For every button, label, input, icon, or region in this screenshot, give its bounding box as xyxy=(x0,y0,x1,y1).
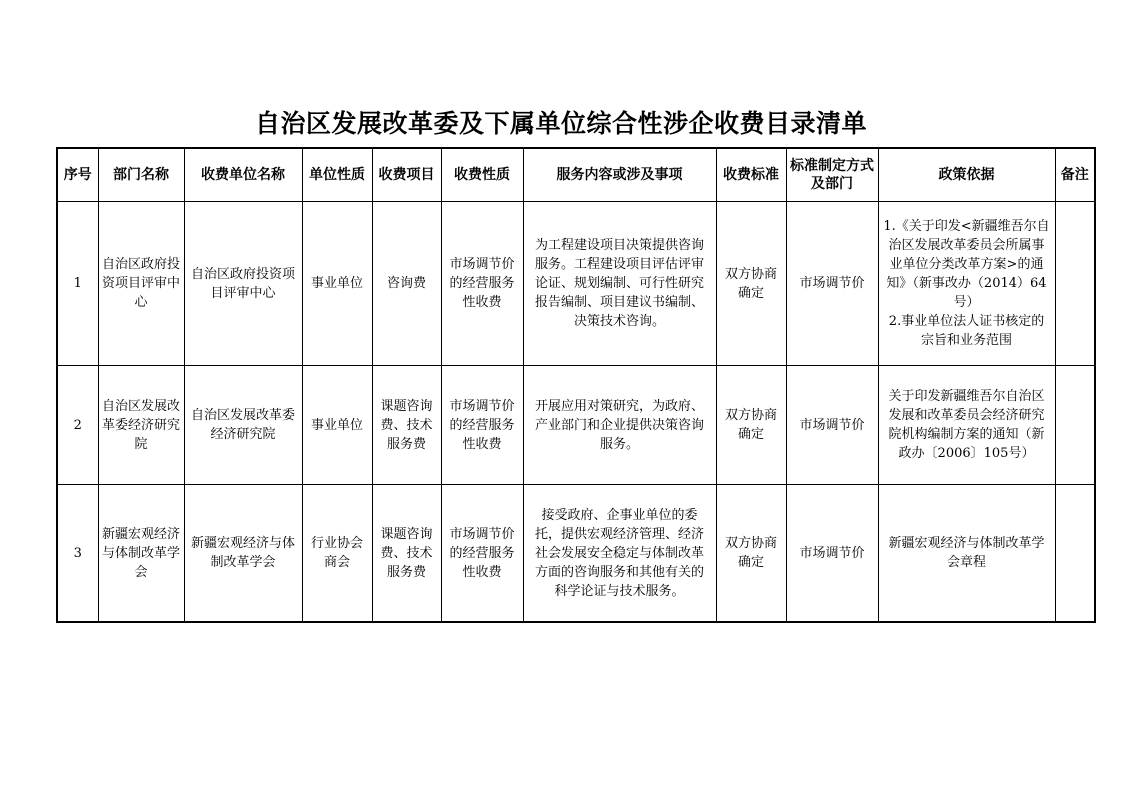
cell-index: 1 xyxy=(57,202,98,366)
cell-fee-item: 课题咨询费、技术服务费 xyxy=(372,366,441,485)
cell-remark xyxy=(1055,485,1095,623)
cell-department: 自治区发展改革委经济研究院 xyxy=(98,366,184,485)
cell-unit-type: 事业单位 xyxy=(302,366,372,485)
cell-policy: 关于印发新疆维吾尔自治区发展和改革委员会经济研究院机构编制方案的通知（新政办〔2006〕105号） xyxy=(878,366,1055,485)
fee-catalog-table xyxy=(56,147,1096,623)
cell-index: 3 xyxy=(57,485,98,623)
cell-unit-type: 事业单位 xyxy=(302,202,372,366)
cell-payee: 自治区发展改革委经济研究院 xyxy=(184,366,302,485)
cell-service: 为工程建设项目决策提供咨询服务。工程建设项目评估评审论证、规划编制、可行性研究报告编制、项目建议书编制、决策技术咨询。 xyxy=(523,202,716,366)
cell-service: 接受政府、企事业单位的委托，提供宏观经济管理、经济社会发展安全稳定与体制改革方面的咨询服务和其他有关的科学论证与技术服务。 xyxy=(523,485,716,623)
header-unit-type: 单位性质 xyxy=(302,148,372,202)
cell-method: 市场调节价 xyxy=(786,366,878,485)
table-row xyxy=(57,485,1095,623)
table-row xyxy=(57,366,1095,485)
cell-fee-nature: 市场调节价的经营服务性收费 xyxy=(441,366,523,485)
cell-department: 自治区政府投资项目评审中心 xyxy=(98,202,184,366)
cell-remark xyxy=(1055,366,1095,485)
page-title: 自治区发展改革委及下属单位综合性涉企收费目录清单 xyxy=(254,109,867,138)
policy-item-2: 2.事业单位法人证书核定的宗旨和业务范围 xyxy=(888,314,1045,348)
header-remark: 备注 xyxy=(1055,148,1095,202)
cell-policy xyxy=(878,202,1055,366)
cell-service: 开展应用对策研究，为政府、产业部门和企业提供决策咨询服务。 xyxy=(523,366,716,485)
header-index: 序号 xyxy=(57,148,98,202)
cell-policy: 新疆宏观经济与体制改革学会章程 xyxy=(878,485,1055,623)
cell-standard: 双方协商确定 xyxy=(716,202,786,366)
cell-method: 市场调节价 xyxy=(786,202,878,366)
cell-fee-nature: 市场调节价的经营服务性收费 xyxy=(441,485,523,623)
policy-item-1: 1.《关于印发<新疆维吾尔自治区发展改革委员会所属事业单位分类改革方案>的通知》（新事改办（2014）64号） xyxy=(883,219,1050,310)
table-header-row xyxy=(57,148,1095,202)
header-method: 标准制定方式及部门 xyxy=(786,148,878,202)
header-service: 服务内容或涉及事项 xyxy=(523,148,716,202)
header-fee-item: 收费项目 xyxy=(372,148,441,202)
header-standard: 收费标准 xyxy=(716,148,786,202)
cell-payee: 新疆宏观经济与体制改革学会 xyxy=(184,485,302,623)
cell-fee-item: 咨询费 xyxy=(372,202,441,366)
table-row xyxy=(57,202,1095,366)
cell-fee-nature: 市场调节价的经营服务性收费 xyxy=(441,202,523,366)
cell-index: 2 xyxy=(57,366,98,485)
cell-remark xyxy=(1055,202,1095,366)
cell-method: 市场调节价 xyxy=(786,485,878,623)
cell-department: 新疆宏观经济与体制改革学会 xyxy=(98,485,184,623)
header-policy: 政策依据 xyxy=(878,148,1055,202)
header-department: 部门名称 xyxy=(98,148,184,202)
cell-payee: 自治区政府投资项目评审中心 xyxy=(184,202,302,366)
cell-fee-item: 课题咨询费、技术服务费 xyxy=(372,485,441,623)
header-fee-nature: 收费性质 xyxy=(441,148,523,202)
cell-standard: 双方协商确定 xyxy=(716,366,786,485)
cell-standard: 双方协商确定 xyxy=(716,485,786,623)
header-payee: 收费单位名称 xyxy=(184,148,302,202)
cell-unit-type: 行业协会商会 xyxy=(302,485,372,623)
